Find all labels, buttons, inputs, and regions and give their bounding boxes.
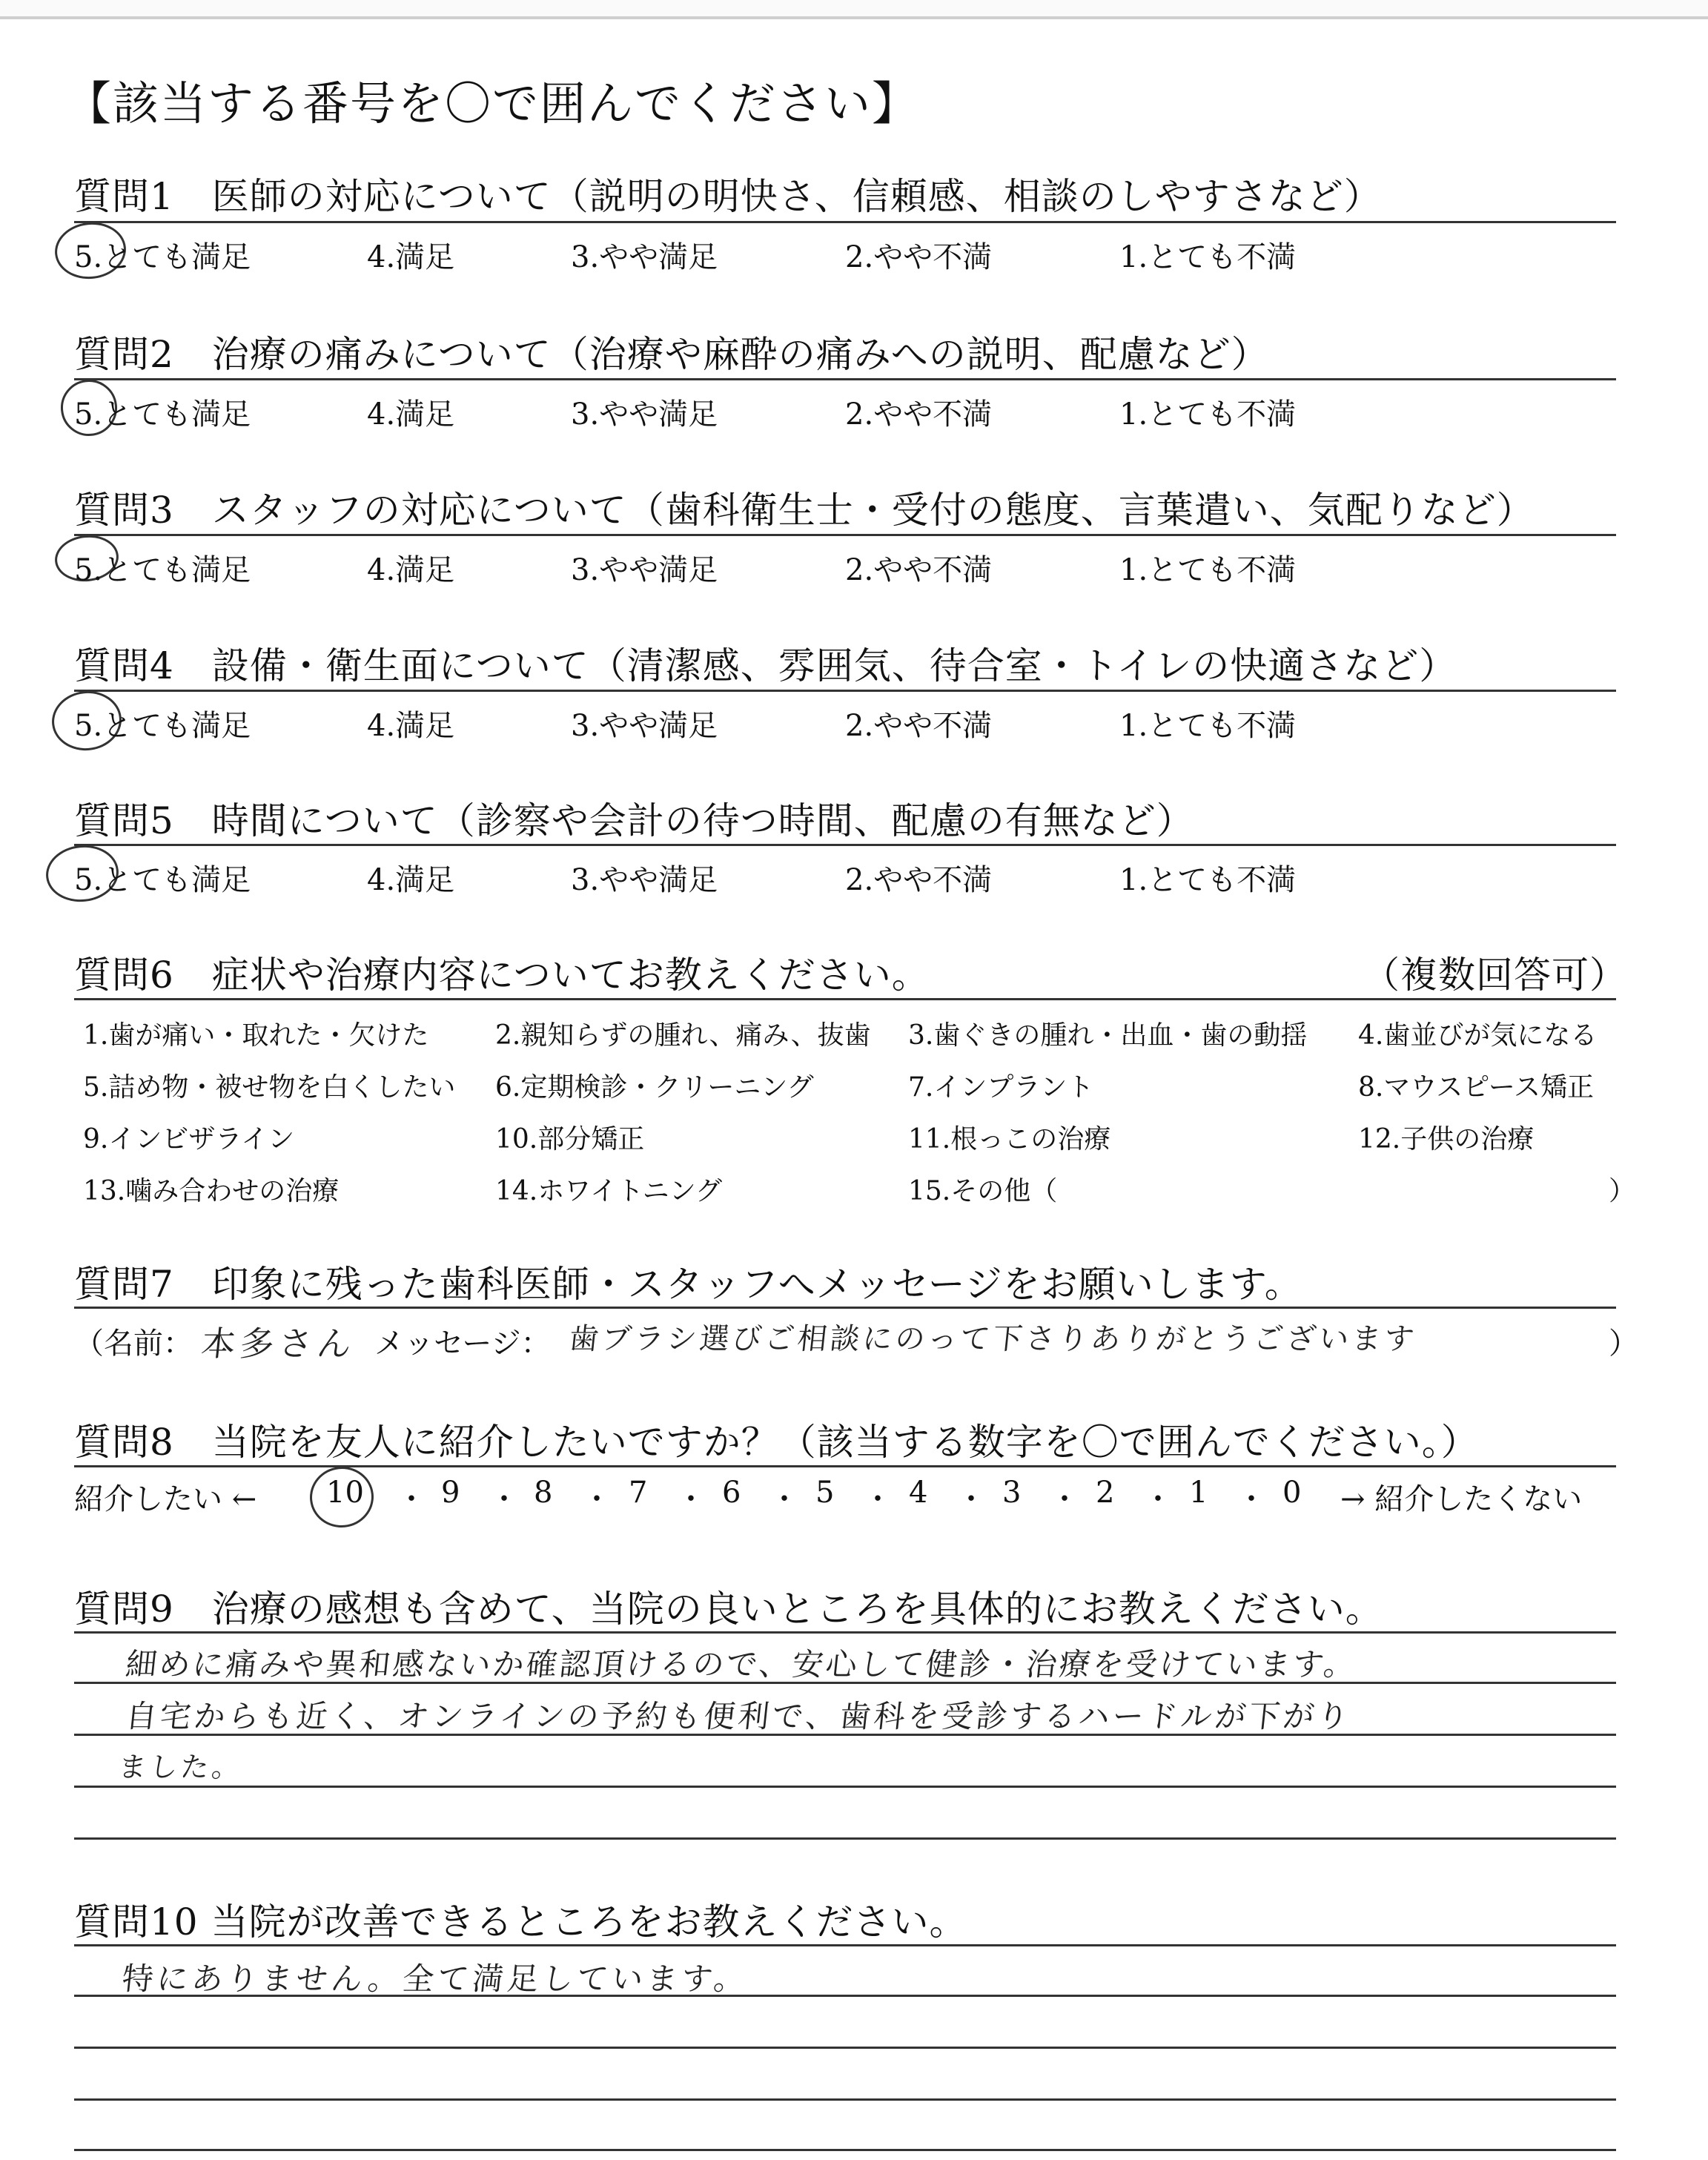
q6-rule — [74, 998, 1616, 1000]
q7-name-value[interactable]: 本多さん — [199, 1324, 358, 1364]
q3-option-3[interactable]: 3.やや満足 — [571, 553, 718, 587]
q9-rule-0 — [74, 1631, 1616, 1634]
q2-option-4[interactable]: 4.満足 — [367, 397, 455, 432]
q7-name-label: （名前： — [74, 1327, 193, 1361]
q7-title: 質問7 印象に残った歯科医師・スタッフへメッセージをお願いします。 — [74, 1263, 1302, 1306]
q10-rule-2 — [74, 2047, 1616, 2049]
q8-scale-1[interactable]: 1 — [1189, 1476, 1208, 1510]
q4-option-4[interactable]: 4.満足 — [367, 709, 455, 743]
q3-rule — [74, 534, 1616, 536]
q1-title: 質問1 医師の対応について（説明の明快さ、信頼感、相談のしやすさなど） — [74, 175, 1382, 218]
q2-option-2[interactable]: 2.やや不満 — [845, 397, 993, 432]
q8-dot: ・ — [489, 1482, 519, 1516]
q6-option-13[interactable]: 13.噛み合わせの治療 — [83, 1176, 340, 1206]
q8-scale-5[interactable]: 5 — [815, 1476, 835, 1510]
q6-option-6[interactable]: 6.定期検診・クリーニング — [495, 1072, 814, 1103]
q4-rule — [74, 690, 1616, 692]
q8-scale-2[interactable]: 2 — [1096, 1476, 1115, 1510]
q8-dot: ・ — [582, 1482, 612, 1516]
q5-option-4[interactable]: 4.満足 — [367, 863, 455, 897]
q2-option-1[interactable]: 1.とても不満 — [1119, 397, 1297, 432]
q5-option-3[interactable]: 3.やや満足 — [571, 863, 718, 897]
q6-option-4[interactable]: 4.歯並びが気になる — [1358, 1020, 1598, 1051]
q4-option-1[interactable]: 1.とても不満 — [1119, 709, 1297, 743]
q8-dot: ・ — [769, 1482, 799, 1516]
q7-message-value[interactable]: 歯ブラシ選びご相談にのって下さりありがとうございます — [567, 1322, 1419, 1356]
q5-option-2[interactable]: 2.やや不満 — [845, 863, 993, 897]
q8-title: 質問8 当院を友人に紹介したいですか？（該当する数字を〇で囲んでください。） — [74, 1421, 1479, 1464]
q5-rule — [74, 844, 1616, 846]
q8-scale-10[interactable]: 10 — [326, 1476, 364, 1510]
q2-rule — [74, 378, 1616, 380]
q10-title: 質問10 当院が改善できるところをお教えください。 — [74, 1900, 967, 1943]
q2-title: 質問2 治療の痛みについて（治療や麻酔の痛みへの説明、配慮など） — [74, 333, 1269, 376]
form-heading: 【該当する番号を〇で囲んでください】 — [65, 76, 920, 131]
q10-rule-3 — [74, 2098, 1616, 2101]
q3-option-2[interactable]: 2.やや不満 — [845, 553, 993, 587]
q9-title: 質問9 治療の感想も含めて、当院の良いところを具体的にお教えください。 — [74, 1588, 1383, 1631]
q8-scale-8[interactable]: 8 — [534, 1476, 553, 1510]
q5-option-5[interactable]: 5.とても満足 — [74, 863, 251, 897]
q4-option-5[interactable]: 5.とても満足 — [74, 709, 251, 743]
q10-rule-0 — [74, 1944, 1616, 1946]
q6-option-8[interactable]: 8.マウスピース矯正 — [1358, 1072, 1595, 1103]
q8-scale-7[interactable]: 7 — [629, 1476, 648, 1510]
q3-option-5[interactable]: 5.とても満足 — [74, 553, 251, 587]
q6-option-5[interactable]: 5.詰め物・被せ物を白くしたい — [83, 1072, 456, 1103]
q8-dot: ・ — [676, 1482, 706, 1516]
q8-scale-6[interactable]: 6 — [722, 1476, 741, 1510]
q8-dot: ・ — [1050, 1482, 1079, 1516]
q6-option-10[interactable]: 10.部分矯正 — [495, 1124, 645, 1155]
q8-scale-0[interactable]: 0 — [1282, 1476, 1302, 1510]
q5-title: 質問5 時間について（診察や会計の待つ時間、配慮の有無など） — [74, 799, 1194, 842]
q7-close: ） — [1609, 1327, 1638, 1361]
q7-message-label: メッセージ： — [374, 1327, 551, 1361]
scan-edge — [0, 0, 1708, 19]
q10-rule-4 — [74, 2149, 1616, 2151]
q6-option-14[interactable]: 14.ホワイトニング — [495, 1176, 723, 1206]
q2-option-3[interactable]: 3.やや満足 — [571, 397, 718, 432]
q9-answer-line-2[interactable]: 自宅からも近く、オンラインの予約も便利で、歯科を受診するハードルが下がり — [124, 1698, 1354, 1734]
q6-option-15[interactable]: 15.その他（ — [908, 1176, 1058, 1206]
q1-option-4[interactable]: 4.満足 — [367, 240, 455, 274]
q3-title: 質問3 スタッフの対応について（歯科衛生士・受付の態度、言葉遣い、気配りなど） — [74, 489, 1535, 532]
q1-option-1[interactable]: 1.とても不満 — [1119, 240, 1297, 274]
q6-option-1[interactable]: 1.歯が痛い・取れた・欠けた — [83, 1020, 429, 1051]
q8-left-label: 紹介したい ← — [74, 1482, 257, 1516]
q3-option-1[interactable]: 1.とても不満 — [1119, 553, 1297, 587]
q6-option-11[interactable]: 11.根っこの治療 — [908, 1124, 1111, 1155]
q9-answer-line-3[interactable]: ました。 — [116, 1751, 245, 1783]
q8-right-label: → 紹介したくない — [1340, 1482, 1583, 1516]
q6-option-7[interactable]: 7.インプラント — [908, 1072, 1094, 1103]
q10-answer-line-1[interactable]: 特にありません。全て満足しています。 — [120, 1961, 751, 1997]
q8-rule — [74, 1465, 1616, 1467]
q8-dot: ・ — [956, 1482, 986, 1516]
q7-rule — [74, 1307, 1616, 1309]
q8-dot: ・ — [397, 1482, 426, 1516]
q1-rule — [74, 221, 1616, 223]
q1-option-5[interactable]: 5.とても満足 — [74, 240, 251, 274]
q6-option-9[interactable]: 9.インビザライン — [83, 1124, 295, 1155]
q6-option-3[interactable]: 3.歯ぐきの腫れ・出血・歯の動揺 — [908, 1020, 1308, 1051]
q1-option-3[interactable]: 3.やや満足 — [571, 240, 718, 274]
q1-option-2[interactable]: 2.やや不満 — [845, 240, 993, 274]
q4-title: 質問4 設備・衛生面について（清潔感、雰囲気、待合室・トイレの快適さなど） — [74, 644, 1457, 687]
q6-option-2[interactable]: 2.親知らずの腫れ、痛み、抜歯 — [495, 1020, 871, 1051]
q8-dot: ・ — [1237, 1482, 1266, 1516]
q8-scale-9[interactable]: 9 — [441, 1476, 460, 1510]
q9-rule-4 — [74, 1837, 1616, 1840]
q6-title: 質問6 症状や治療内容についてお教えください。 — [74, 954, 930, 997]
q8-dot: ・ — [1143, 1482, 1173, 1516]
q3-option-4[interactable]: 4.満足 — [367, 553, 455, 587]
q6-option-12[interactable]: 12.子供の治療 — [1358, 1124, 1535, 1155]
q6-multi-note: （複数回答可） — [1363, 954, 1627, 997]
q8-scale-4[interactable]: 4 — [909, 1476, 928, 1510]
q5-option-1[interactable]: 1.とても不満 — [1119, 863, 1297, 897]
q4-option-3[interactable]: 3.やや満足 — [571, 709, 718, 743]
q9-answer-line-1[interactable]: 細めに痛みや異和感ないか確認頂けるので、安心して健診・治療を受けています。 — [124, 1646, 1360, 1682]
q6-option-15-close: ） — [1609, 1176, 1636, 1206]
q8-dot: ・ — [863, 1482, 893, 1516]
q9-rule-3 — [74, 1786, 1616, 1788]
q8-scale-3[interactable]: 3 — [1002, 1476, 1022, 1510]
q2-option-5[interactable]: 5.とても満足 — [74, 397, 251, 432]
q4-option-2[interactable]: 2.やや不満 — [845, 709, 993, 743]
